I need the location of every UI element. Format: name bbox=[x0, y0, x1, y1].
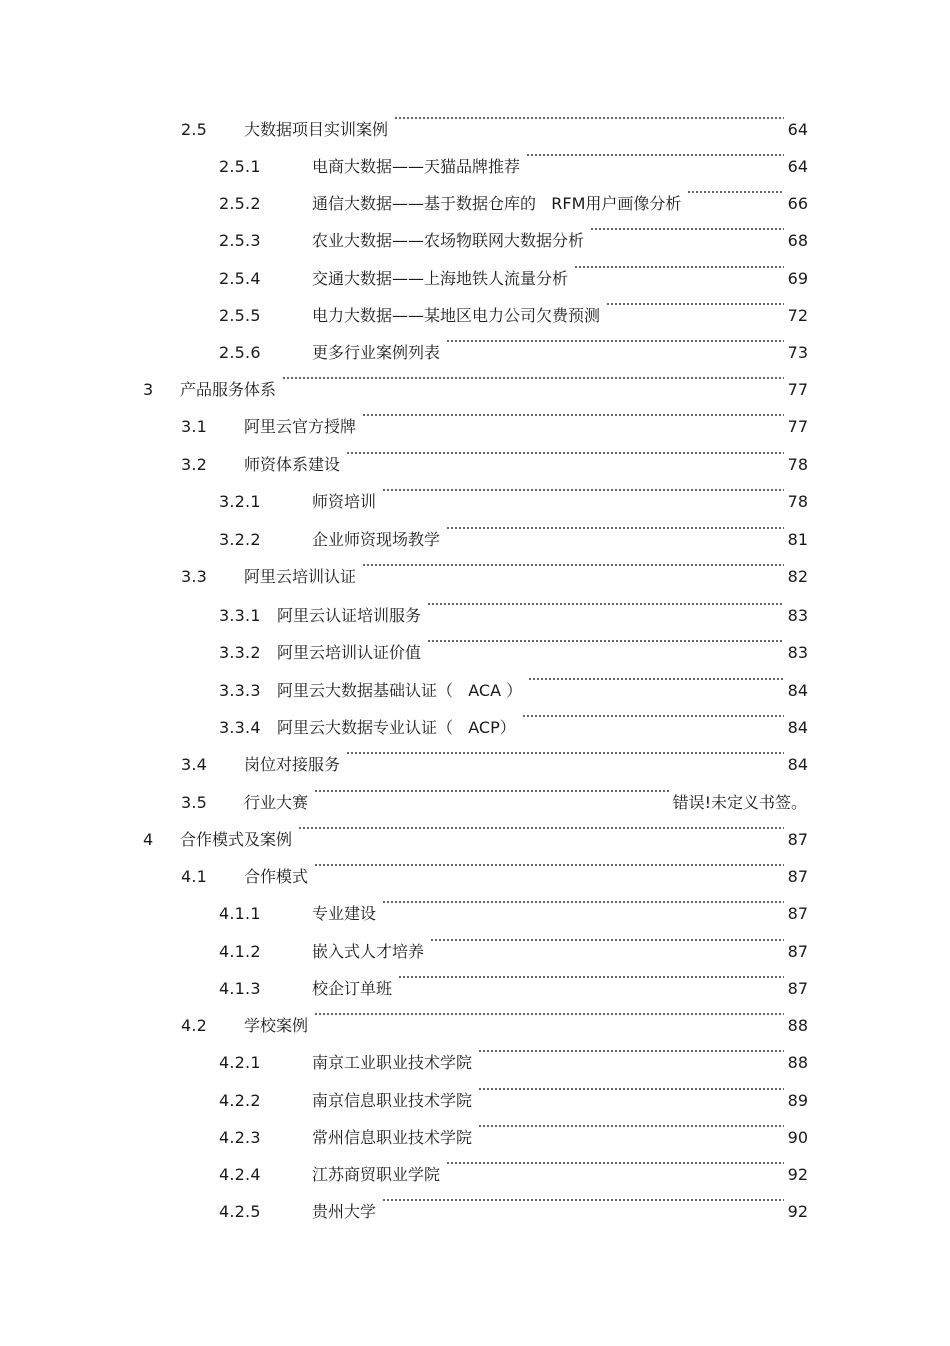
toc-number: 3.3.3 bbox=[219, 681, 261, 700]
toc-leader-dots bbox=[478, 1050, 784, 1052]
toc-entry[interactable] bbox=[0, 1088, 950, 1114]
toc-entry[interactable] bbox=[0, 489, 950, 515]
toc-entry[interactable] bbox=[0, 752, 950, 778]
toc-page-number: 90 bbox=[786, 1125, 808, 1151]
toc-title: 通信大数据——基于数据仓库的 RFM用户画像分析 bbox=[312, 191, 685, 217]
toc-page-number: 87 bbox=[786, 939, 808, 965]
toc-entry[interactable] bbox=[0, 452, 950, 478]
toc-page-number: 84 bbox=[786, 752, 808, 778]
toc-title: 阿里云培训认证价值 bbox=[277, 640, 425, 666]
toc-entry[interactable] bbox=[0, 827, 950, 853]
toc-number: 4 bbox=[143, 830, 154, 849]
toc-entry[interactable] bbox=[0, 191, 950, 217]
toc-page-number: 73 bbox=[786, 340, 808, 366]
toc-entry[interactable] bbox=[0, 603, 950, 629]
toc-page-number: 81 bbox=[786, 527, 808, 553]
toc-leader-dots bbox=[382, 489, 784, 491]
toc-leader-dots bbox=[346, 752, 784, 754]
toc-entry[interactable] bbox=[0, 939, 950, 965]
toc-entry[interactable] bbox=[0, 1013, 950, 1039]
toc-leader-dots bbox=[314, 790, 669, 792]
toc-entry[interactable] bbox=[0, 117, 950, 143]
toc-entry[interactable] bbox=[0, 1162, 950, 1188]
toc-number: 4.2.2 bbox=[219, 1091, 261, 1110]
toc-leader-dots bbox=[427, 640, 784, 642]
toc-title: 阿里云培训认证 bbox=[244, 564, 360, 590]
toc-number: 2.5.5 bbox=[219, 306, 261, 325]
toc-entry[interactable] bbox=[0, 901, 950, 927]
toc-title: 常州信息职业技术学院 bbox=[312, 1125, 476, 1151]
toc-number: 2.5.4 bbox=[219, 269, 261, 288]
toc-number: 3.2.1 bbox=[219, 492, 261, 511]
toc-leader-dots bbox=[478, 1125, 784, 1127]
toc-title: 农业大数据——农场物联网大数据分析 bbox=[312, 228, 588, 254]
toc-number: 2.5.2 bbox=[219, 194, 261, 213]
toc-title: 行业大赛 bbox=[244, 790, 312, 816]
toc-title: 阿里云大数据专业认证（ ACP） bbox=[277, 715, 520, 741]
toc-page-number: 78 bbox=[786, 489, 808, 515]
toc-entry[interactable] bbox=[0, 154, 950, 180]
toc-leader-dots bbox=[522, 715, 784, 717]
toc-leader-dots bbox=[526, 154, 784, 156]
toc-page-number: 77 bbox=[786, 414, 808, 440]
toc-number: 4.2.3 bbox=[219, 1128, 261, 1147]
toc-number: 3.3.2 bbox=[219, 643, 261, 662]
toc-entry[interactable] bbox=[0, 303, 950, 329]
toc-number: 3.4 bbox=[181, 755, 208, 774]
toc-entry[interactable] bbox=[0, 678, 950, 704]
toc-number: 2.5.1 bbox=[219, 157, 261, 176]
toc-page-number: 72 bbox=[786, 303, 808, 329]
toc-number: 4.2 bbox=[181, 1016, 208, 1035]
toc-number: 3.2 bbox=[181, 455, 208, 474]
toc-page-number: 88 bbox=[786, 1013, 808, 1039]
toc-title: 企业师资现场教学 bbox=[312, 527, 444, 553]
toc-entry[interactable] bbox=[0, 266, 950, 292]
toc-leader-dots bbox=[314, 864, 784, 866]
toc-title: 学校案例 bbox=[244, 1013, 312, 1039]
toc-page-number: 66 bbox=[786, 191, 808, 217]
toc-number: 4.2.1 bbox=[219, 1053, 261, 1072]
toc-number: 4.1 bbox=[181, 867, 208, 886]
toc-number: 2.5.3 bbox=[219, 231, 261, 250]
toc-number: 3.3.1 bbox=[219, 606, 261, 625]
toc-leader-dots bbox=[446, 527, 784, 529]
toc-leader-dots bbox=[382, 901, 784, 903]
toc-title: 交通大数据——上海地铁人流量分析 bbox=[312, 266, 572, 292]
toc-entry[interactable] bbox=[0, 1125, 950, 1151]
toc-leader-dots bbox=[362, 564, 784, 566]
toc-leader-dots bbox=[446, 1162, 784, 1164]
toc-page-number: 83 bbox=[786, 603, 808, 629]
toc-title: 合作模式及案例 bbox=[180, 827, 296, 853]
toc-leader-dots bbox=[687, 191, 784, 193]
toc-page-number: 88 bbox=[786, 1050, 808, 1076]
toc-title: 电商大数据——天猫品牌推荐 bbox=[312, 154, 524, 180]
toc-title: 江苏商贸职业学院 bbox=[312, 1162, 444, 1188]
toc-number: 4.1.1 bbox=[219, 904, 261, 923]
toc-title: 电力大数据——某地区电力公司欠费预测 bbox=[312, 303, 604, 329]
toc-page-number: 64 bbox=[786, 117, 808, 143]
toc-title: 师资体系建设 bbox=[244, 452, 344, 478]
toc-page-number: 92 bbox=[786, 1199, 808, 1225]
toc-title: 贵州大学 bbox=[312, 1199, 380, 1225]
toc-page-number: 83 bbox=[786, 640, 808, 666]
toc-title: 阿里云大数据基础认证（ ACA ） bbox=[277, 678, 526, 704]
toc-number: 3.3.4 bbox=[219, 718, 261, 737]
toc-leader-dots bbox=[362, 414, 784, 416]
toc-number: 3.3 bbox=[181, 567, 208, 586]
toc-title: 阿里云官方授牌 bbox=[244, 414, 360, 440]
toc-leader-dots bbox=[398, 976, 784, 978]
toc-title: 南京工业职业技术学院 bbox=[312, 1050, 476, 1076]
toc-page-number: 87 bbox=[786, 901, 808, 927]
toc-leader-dots bbox=[606, 303, 784, 305]
toc-page-number: 87 bbox=[786, 827, 808, 853]
toc-entry[interactable] bbox=[0, 976, 950, 1002]
toc-leader-dots bbox=[382, 1199, 784, 1201]
toc-entry[interactable] bbox=[0, 715, 950, 741]
toc-page-number: 84 bbox=[786, 715, 808, 741]
toc-leader-dots bbox=[394, 117, 784, 119]
toc-page-number: 68 bbox=[786, 228, 808, 254]
toc-entry[interactable] bbox=[0, 527, 950, 553]
toc-leader-dots bbox=[478, 1088, 784, 1090]
toc-leader-dots bbox=[590, 228, 784, 230]
toc-leader-dots bbox=[446, 340, 784, 342]
toc-number: 2.5.6 bbox=[219, 343, 261, 362]
toc-entry[interactable] bbox=[0, 564, 950, 590]
toc-page-number: 87 bbox=[786, 976, 808, 1002]
toc-number: 3 bbox=[143, 380, 154, 399]
toc-entry[interactable] bbox=[0, 340, 950, 366]
toc-title: 更多行业案例列表 bbox=[312, 340, 444, 366]
toc-entry[interactable] bbox=[0, 1199, 950, 1225]
toc-entry[interactable] bbox=[0, 1050, 950, 1076]
toc-leader-dots bbox=[298, 827, 784, 829]
toc-number: 3.1 bbox=[181, 417, 208, 436]
toc-page-number: 69 bbox=[786, 266, 808, 292]
toc-leader-dots bbox=[314, 1013, 784, 1015]
toc-title: 阿里云认证培训服务 bbox=[277, 603, 425, 629]
toc-number: 3.2.2 bbox=[219, 530, 261, 549]
toc-number: 4.2.5 bbox=[219, 1202, 261, 1221]
toc-page-number: 84 bbox=[786, 678, 808, 704]
toc-leader-dots bbox=[430, 939, 784, 941]
toc-leader-dots bbox=[282, 377, 784, 379]
toc-entry[interactable] bbox=[0, 864, 950, 890]
toc-page-number: 82 bbox=[786, 564, 808, 590]
toc-page-number: 78 bbox=[786, 452, 808, 478]
toc-title: 产品服务体系 bbox=[180, 377, 280, 403]
toc-title: 合作模式 bbox=[244, 864, 312, 890]
toc-number: 3.5 bbox=[181, 793, 208, 812]
toc-entry[interactable] bbox=[0, 790, 950, 816]
toc-page-number: 77 bbox=[786, 377, 808, 403]
toc-title: 师资培训 bbox=[312, 489, 380, 515]
toc-entry[interactable] bbox=[0, 228, 950, 254]
toc-leader-dots bbox=[528, 678, 784, 680]
toc-leader-dots bbox=[427, 603, 784, 605]
toc-number: 4.1.3 bbox=[219, 979, 261, 998]
toc-entry[interactable] bbox=[0, 377, 950, 403]
toc-title: 嵌入式人才培养 bbox=[312, 939, 428, 965]
toc-page-number: 92 bbox=[786, 1162, 808, 1188]
toc-number: 4.2.4 bbox=[219, 1165, 261, 1184]
toc-leader-dots bbox=[574, 266, 784, 268]
toc-page-number: 64 bbox=[786, 154, 808, 180]
toc-entry[interactable] bbox=[0, 640, 950, 666]
toc-title: 专业建设 bbox=[312, 901, 380, 927]
toc-title: 校企订单班 bbox=[312, 976, 396, 1002]
toc-title: 南京信息职业技术学院 bbox=[312, 1088, 476, 1114]
toc-number: 2.5 bbox=[181, 120, 208, 139]
toc-number: 4.1.2 bbox=[219, 942, 261, 961]
toc-entry[interactable] bbox=[0, 414, 950, 440]
toc-leader-dots bbox=[346, 452, 784, 454]
toc-page-number: 错误!未定义书签。 bbox=[671, 790, 807, 816]
toc-page-number: 87 bbox=[786, 864, 808, 890]
toc-title: 岗位对接服务 bbox=[244, 752, 344, 778]
toc-title: 大数据项目实训案例 bbox=[244, 117, 392, 143]
toc-page-number: 89 bbox=[786, 1088, 808, 1114]
